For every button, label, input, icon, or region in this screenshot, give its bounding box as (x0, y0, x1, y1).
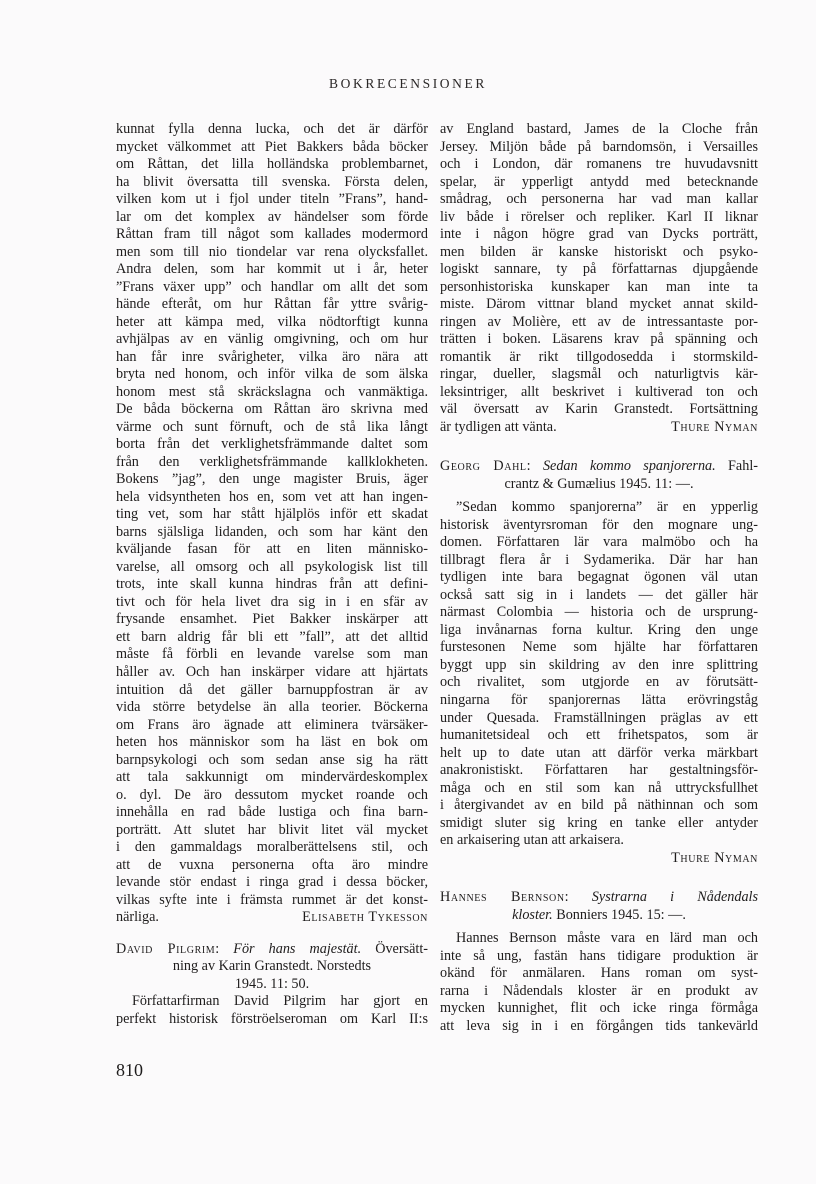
text-line: intuition då det gäller barnuppfostran är av (116, 681, 428, 698)
text-line: Råttan fram till något som kallades modermord (116, 226, 428, 243)
text-line: domen. Författaren lär vara malmöbo och ha (440, 534, 758, 551)
heading-tail: Bonniers 1945. 15: —. (556, 906, 686, 923)
text-line: också satt sig in i landets — det gäller här (440, 586, 758, 603)
text-line: att leva sig in i en förgången tids tankevärld (440, 1017, 758, 1034)
review-tykesson-closing (116, 909, 428, 927)
heading-tail: Översätt- (375, 940, 428, 957)
text-line: och i London, där romanens tre huvudavsnitt (440, 156, 758, 173)
text-line: om Råttan, det lilla holländska problembarnet, (116, 156, 428, 173)
text-line: o. dyl. De äro dessutom mycket roande och (116, 786, 428, 803)
text-line: borta från det verklighetsfrämmande daltet som (116, 436, 428, 453)
text-line: avhjälpas av en vänlig omgivning, och om hur (116, 331, 428, 348)
text-line: närmast Colombia — historia och de ursprung- (440, 604, 758, 621)
book-title-cont: kloster. (512, 906, 553, 923)
text-line: okänd för anmälaren. Hans roman om syst- (440, 965, 758, 982)
text-line: heter att kämpa med, vilka nödtorftigt kunna (116, 313, 428, 330)
text-line: Författarfirman David Pilgrim har gjort en (132, 993, 428, 1010)
reviewer-signature: Thure Nyman (671, 418, 758, 435)
text-line: frysande ensamhet. Piet Bakker inskärper att (116, 611, 428, 628)
text-line: Jersey. Miljön både på barndomsön, i Versailles (440, 138, 758, 155)
text-line: inte i någon högre grad van Dycks porträtt, (440, 226, 758, 243)
text-line: tivt och för hela livet dra sig in i en sfär av (116, 593, 428, 610)
text-line: humanitetsideal och ett frihetspatos, som är (440, 727, 758, 744)
text-line: av England bastard, James de la Cloche från (440, 121, 758, 137)
heading-publisher (440, 907, 758, 925)
book-title: För hans majestät. (233, 940, 362, 957)
right-column (440, 121, 758, 1035)
text-line: varelse, all omsorg och all psykologisk list till (116, 558, 428, 575)
review-bernson-body (440, 930, 758, 1035)
text-line: logiskt sannare, ty på författarnas djupgående (440, 261, 758, 278)
closing-line: är tydligen att vänta. (440, 418, 557, 435)
text-line: liv både i rörelser och repliker. Karl II liknar (440, 208, 758, 225)
reviewer-signature: Thure Nyman (671, 849, 758, 866)
heading-tail: Fahl- (728, 458, 758, 475)
text-line: innehålla en rad både lustiga och fina barn- (116, 804, 428, 821)
text-line: spelar, är ypperligt antydd med betecknande (440, 173, 758, 190)
text-line: väl översatt av Karin Granstedt. Fortsättning (440, 401, 758, 418)
text-line: byggt upp sin skildring av den inre splittring (440, 656, 758, 673)
review-tykesson-body (116, 121, 428, 909)
closing-line: en arkaisering utan att arkaisera. (440, 832, 624, 849)
heading-line: David Pilgrim: För hans majestät. Översätt- (116, 940, 428, 957)
text-line: att tala sakkunnigt om mindervärdeskomplex (116, 769, 428, 786)
review-heading-dahl (440, 458, 758, 493)
text-line: hände efteråt, om hur Råttan får yttre svårig- (116, 296, 428, 313)
text-line: tydligen inte bara begagnat ögonen väl utan (440, 569, 758, 586)
heading-publisher: ning av Karin Granstedt. Norstedts (172, 958, 372, 975)
review-heading-bernson (440, 889, 758, 924)
left-column (116, 121, 428, 1028)
text-line: lar om det komplex av händelser som förde (116, 208, 428, 225)
text-line: håller av. Och han inskärper vidare att hjärtats (116, 663, 428, 680)
text-line: ningarna för spanjorernas lätta erövringståg (440, 691, 758, 708)
text-line: De båda böckerna om Råttan äro skrivna med (116, 401, 428, 418)
book-author: David Pilgrim (116, 940, 216, 957)
text-line: furstesonen Neme som hjälte har författaren (440, 639, 758, 656)
text-line: barns själsliga lidanden, och som har känt den (116, 523, 428, 540)
text-line: leksintriger, allt beskrivet i kultiverad ton och (440, 383, 758, 400)
text-line: ett barn aldrig får bli ett ”fall”, att det alltid (116, 628, 428, 645)
text-line: hela vidsyntheten hos en, som vet att han ingen- (116, 488, 428, 505)
text-line: ringar, dueller, slagsmål och naturligtvis kär- (440, 366, 758, 383)
text-line: smidigt sluter sig kring en tanke eller antyder (440, 814, 758, 831)
text-line: i den gammaldags moralberättelsens stil, och (116, 839, 428, 856)
text-line: barnpsykologi och som sedan anse sig ha rätt (116, 751, 428, 768)
heading-line: Georg Dahl: Sedan kommo spanjorerna. Fahl- (440, 458, 758, 475)
text-line: porträtt. Att slutet har blivit litet väl mycket (116, 821, 428, 838)
review-pilgrim-body (116, 993, 428, 1028)
text-line: under Quesada. Framställningen präglas av ett (440, 709, 758, 726)
text-line: bryta ned honom, och inför vilka de som älska (116, 366, 428, 383)
text-line: trätten i boken. Läsarens krav på spänning och (440, 331, 758, 348)
book-author: Hannes Bernson (440, 889, 565, 906)
text-line: men som till nio tiondelar var rena olycksfallet. (116, 243, 428, 260)
text-line: inte så ung, fastän hans tidigare produktion är (440, 947, 758, 964)
page-number: 810 (116, 1060, 143, 1080)
text-line: historisk äventyrsroman för den mognare ung- (440, 516, 758, 533)
text-line: om Frans äro ägnade att eliminera tvärsäker- (116, 716, 428, 733)
text-line: att de vuxna personerna ofta äro mindre (116, 856, 428, 873)
text-line: ha blivit översatta till svenska. Första delen, (116, 173, 428, 190)
text-line: ringen av Molière, ett av de intressantaste por- (440, 313, 758, 330)
text-line: smådrag, och personerna har vad man kallar (440, 191, 758, 208)
text-line: vilken kom ut i fjol under titeln ”Frans”, hand- (116, 191, 428, 208)
text-line: tillbragt flera år i Sydamerika. Där har han (440, 551, 758, 568)
text-line: kväljande fasan för att en liten människo- (116, 541, 428, 558)
review-dahl-body (440, 499, 758, 867)
heading-line: Hannes Bernson: Systrarna i Nådendals (440, 889, 758, 906)
book-title: Sedan kommo spanjorerna. (542, 458, 716, 475)
text-line: romantik är rikt tillgodosedda i stormskild- (440, 348, 758, 365)
text-line: och rivalitet, som utgjorde en av förutsätt- (440, 674, 758, 691)
review-pilgrim-closing (440, 419, 758, 437)
reviewer-signature: Elisabeth Tykesson (302, 909, 428, 926)
text-line: värme och sunt förnuft, och de stå lika långt (116, 418, 428, 435)
running-head: BOKRECENSIONER (329, 76, 487, 91)
review-heading-pilgrim (116, 941, 428, 994)
heading-publisher: crantz & Gumælius 1945. 11: —. (504, 475, 694, 492)
text-line: ”Sedan kommo spanjorerna” är en ypperlig (456, 499, 758, 516)
text-line: mycket välkommet att Piet Bakkers båda böcker (116, 138, 428, 155)
text-line: vida större betydelse än alla teorier. Böckerna (116, 699, 428, 716)
text-line: ting vet, som har stått hjälplös inför ett skadat (116, 506, 428, 523)
text-line: måste få förbli en levande varelse som man (116, 646, 428, 663)
text-line: miste. Därom vittnar bland mycket annat skild- (440, 296, 758, 313)
text-line: Andra delen, som har kommit ut i år, heter (116, 261, 428, 278)
text-line: Bokens ”jag”, den unge magister Bruis, äger (116, 471, 428, 488)
book-author: Georg Dahl (440, 458, 527, 475)
text-line: han får inre svårigheter, vilka äro nära att (116, 348, 428, 365)
text-line: rarna i Nådendals kloster är en produkt av (440, 982, 758, 999)
book-title: Systrarna i Nådendals (591, 889, 758, 906)
text-line: personhistoriska kunskaper kan man inte ta (440, 278, 758, 295)
text-line: levande stör endast i ringa grad i dessa böcker, (116, 874, 428, 891)
text-line: liga invånarnas forna kultur. Kring den unge (440, 621, 758, 638)
closing-line: närliga. (116, 909, 159, 926)
text-line: Hannes Bernson måste vara en lärd man och (456, 930, 758, 947)
text-line: honom mest stå skräckslagna och vanmäktiga. (116, 383, 428, 400)
text-line: måga och en stil som kan nå uttrycksfullhet (440, 779, 758, 796)
text-line: helt up to date utan att därför verka märkbart (440, 744, 758, 761)
text-line: ”Frans växer upp” och handlar om allt det som (116, 278, 428, 295)
text-line: från den verklighetsfrämmande kallklokheten. (116, 453, 428, 470)
text-line: i återgivandet av en bild på näthinnan och som (440, 797, 758, 814)
text-line: heten hos människor som ha läst en bok om (116, 734, 428, 751)
review-pilgrim-continued (440, 121, 758, 419)
text-line: vilkas syfte inte i främsta rummet är det konst- (116, 891, 428, 908)
text-line: men bilden är kanske historiskt och psyko- (440, 243, 758, 260)
heading-year-price: 1945. 11: 50. (234, 975, 310, 992)
text-line: anakronistiskt. Författaren har gestaltningsför- (440, 762, 758, 779)
text-line: perfekt historisk förströelseroman om Karl II:s (116, 1010, 428, 1027)
text-line: kunnat fylla denna lucka, och det är därför (116, 121, 428, 137)
text-line: trots, inte skall kunna hindras från att defini- (116, 576, 428, 593)
text-line: mycken kunnighet, flit och icke ringa förmåga (440, 1000, 758, 1017)
